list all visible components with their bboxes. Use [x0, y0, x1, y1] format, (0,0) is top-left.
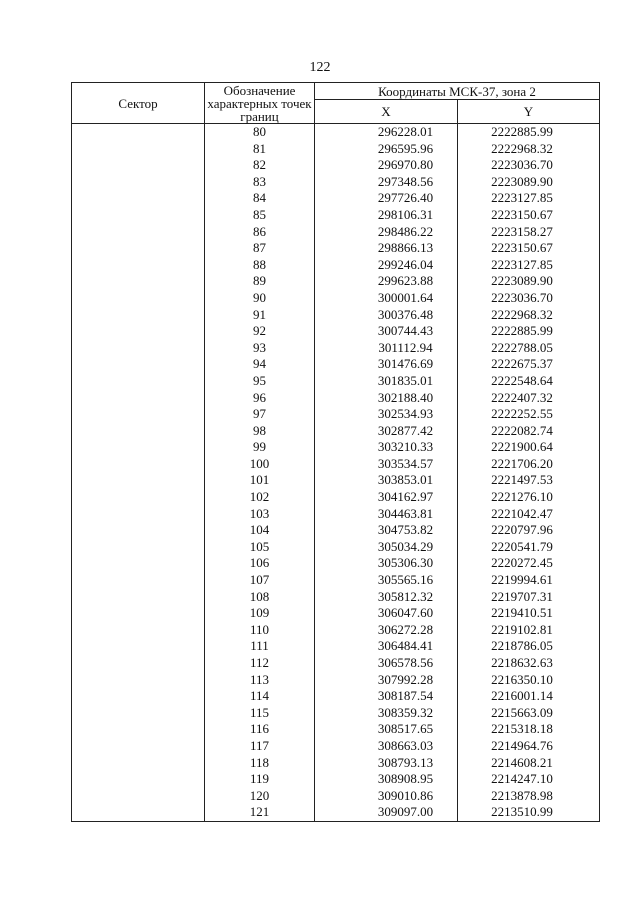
sector-cell — [72, 373, 205, 390]
point-cell: 88 — [205, 257, 315, 274]
sector-cell — [72, 406, 205, 423]
y-cell: 2223089.90 — [458, 273, 600, 290]
table-row — [72, 522, 600, 539]
x-cell: 297348.56 — [315, 174, 458, 191]
x-cell: 301476.69 — [315, 356, 458, 373]
point-cell: 115 — [205, 705, 315, 722]
x-cell: 299623.88 — [315, 273, 458, 290]
point-cell: 104 — [205, 522, 315, 539]
x-cell: 308359.32 — [315, 705, 458, 722]
table-row — [72, 373, 600, 390]
point-cell: 100 — [205, 456, 315, 473]
y-cell: 2216350.10 — [458, 672, 600, 689]
sector-cell — [72, 721, 205, 738]
sector-cell — [72, 439, 205, 456]
table-row — [72, 655, 600, 672]
sector-cell — [72, 340, 205, 357]
point-cell: 120 — [205, 788, 315, 805]
y-cell: 2219707.31 — [458, 589, 600, 606]
y-cell: 2222968.32 — [458, 307, 600, 324]
sector-cell — [72, 456, 205, 473]
header-coordinates-group: Координаты МСК-37, зона 2 — [315, 83, 600, 100]
sector-cell — [72, 290, 205, 307]
point-cell: 121 — [205, 804, 315, 821]
x-cell: 302534.93 — [315, 406, 458, 423]
y-cell: 2223158.27 — [458, 224, 600, 241]
y-cell: 2222675.37 — [458, 356, 600, 373]
sector-cell — [72, 207, 205, 224]
y-cell: 2223127.85 — [458, 190, 600, 207]
y-cell: 2214608.21 — [458, 755, 600, 772]
x-cell: 308517.65 — [315, 721, 458, 738]
table-row — [72, 340, 600, 357]
coordinates-table — [71, 82, 600, 822]
y-cell: 2222968.32 — [458, 141, 600, 158]
y-cell: 2223036.70 — [458, 157, 600, 174]
sector-cell — [72, 622, 205, 639]
y-cell: 2222407.32 — [458, 390, 600, 407]
y-cell: 2213510.99 — [458, 804, 600, 821]
point-cell: 94 — [205, 356, 315, 373]
table-row — [72, 472, 600, 489]
sector-cell — [72, 655, 205, 672]
x-cell: 298866.13 — [315, 240, 458, 257]
point-cell: 101 — [205, 472, 315, 489]
sector-cell — [72, 273, 205, 290]
sector-cell — [72, 257, 205, 274]
table-row — [72, 423, 600, 440]
x-cell: 301835.01 — [315, 373, 458, 390]
y-cell: 2218632.63 — [458, 655, 600, 672]
sector-cell — [72, 755, 205, 772]
sector-cell — [72, 307, 205, 324]
sector-cell — [72, 506, 205, 523]
sector-cell — [72, 555, 205, 572]
x-cell: 298486.22 — [315, 224, 458, 241]
header-point-designation: Обозначение характерных точек границ — [205, 83, 315, 124]
point-cell: 89 — [205, 273, 315, 290]
x-cell: 304162.97 — [315, 489, 458, 506]
table-row — [72, 605, 600, 622]
x-cell: 303534.57 — [315, 456, 458, 473]
sector-cell — [72, 788, 205, 805]
point-cell: 108 — [205, 589, 315, 606]
y-cell: 2220797.96 — [458, 522, 600, 539]
table-row — [72, 672, 600, 689]
table-row — [72, 572, 600, 589]
table-row — [72, 771, 600, 788]
sector-cell — [72, 705, 205, 722]
x-cell: 303210.33 — [315, 439, 458, 456]
y-cell: 2222082.74 — [458, 423, 600, 440]
x-cell: 306578.56 — [315, 655, 458, 672]
point-cell: 110 — [205, 622, 315, 639]
y-cell: 2222252.55 — [458, 406, 600, 423]
x-cell: 299246.04 — [315, 257, 458, 274]
sector-cell — [72, 174, 205, 191]
table-body — [72, 124, 600, 822]
point-cell: 113 — [205, 672, 315, 689]
table-row — [72, 804, 600, 821]
table-row — [72, 506, 600, 523]
sector-cell — [72, 489, 205, 506]
point-cell: 109 — [205, 605, 315, 622]
sector-cell — [72, 423, 205, 440]
y-cell: 2221900.64 — [458, 439, 600, 456]
point-cell: 87 — [205, 240, 315, 257]
page-number: 122 — [309, 60, 331, 75]
point-cell: 105 — [205, 539, 315, 556]
x-cell: 306047.60 — [315, 605, 458, 622]
sector-cell — [72, 356, 205, 373]
point-cell: 99 — [205, 439, 315, 456]
sector-cell — [72, 738, 205, 755]
sector-cell — [72, 688, 205, 705]
table-row — [72, 705, 600, 722]
point-cell: 82 — [205, 157, 315, 174]
point-cell: 103 — [205, 506, 315, 523]
point-cell: 98 — [205, 423, 315, 440]
sector-cell — [72, 539, 205, 556]
sector-cell — [72, 771, 205, 788]
point-cell: 107 — [205, 572, 315, 589]
table-row — [72, 224, 600, 241]
table-row — [72, 456, 600, 473]
x-cell: 306272.28 — [315, 622, 458, 639]
sector-cell — [72, 323, 205, 340]
y-cell: 2223089.90 — [458, 174, 600, 191]
x-cell: 308187.54 — [315, 688, 458, 705]
point-cell: 92 — [205, 323, 315, 340]
x-cell: 301112.94 — [315, 340, 458, 357]
y-cell: 2221497.53 — [458, 472, 600, 489]
point-cell: 117 — [205, 738, 315, 755]
x-cell: 303853.01 — [315, 472, 458, 489]
table-row — [72, 174, 600, 191]
y-cell: 2220541.79 — [458, 539, 600, 556]
table-row — [72, 390, 600, 407]
y-cell: 2216001.14 — [458, 688, 600, 705]
x-cell: 302877.42 — [315, 423, 458, 440]
y-cell: 2222885.99 — [458, 124, 600, 141]
table-row — [72, 439, 600, 456]
table-row — [72, 307, 600, 324]
y-cell: 2213878.98 — [458, 788, 600, 805]
x-cell: 309010.86 — [315, 788, 458, 805]
header-sector: Сектор — [72, 83, 205, 124]
sector-cell — [72, 390, 205, 407]
table-row — [72, 489, 600, 506]
y-cell: 2221042.47 — [458, 506, 600, 523]
x-cell: 305034.29 — [315, 539, 458, 556]
point-cell: 96 — [205, 390, 315, 407]
point-cell: 111 — [205, 638, 315, 655]
point-cell: 97 — [205, 406, 315, 423]
x-cell: 300376.48 — [315, 307, 458, 324]
point-cell: 81 — [205, 141, 315, 158]
x-cell: 306484.41 — [315, 638, 458, 655]
point-cell: 106 — [205, 555, 315, 572]
x-cell: 307992.28 — [315, 672, 458, 689]
header-y: Y — [458, 100, 600, 124]
sector-cell — [72, 804, 205, 821]
table-row — [72, 290, 600, 307]
y-cell: 2215318.18 — [458, 721, 600, 738]
table-row — [72, 356, 600, 373]
table-row — [72, 721, 600, 738]
x-cell: 297726.40 — [315, 190, 458, 207]
sector-cell — [72, 240, 205, 257]
table-row — [72, 207, 600, 224]
y-cell: 2223036.70 — [458, 290, 600, 307]
x-cell: 296970.80 — [315, 157, 458, 174]
x-cell: 305565.16 — [315, 572, 458, 589]
x-cell: 298106.31 — [315, 207, 458, 224]
x-cell: 304753.82 — [315, 522, 458, 539]
sector-cell — [72, 124, 205, 141]
x-cell: 305812.32 — [315, 589, 458, 606]
point-cell: 112 — [205, 655, 315, 672]
sector-cell — [72, 589, 205, 606]
sector-cell — [72, 522, 205, 539]
table-row — [72, 755, 600, 772]
y-cell: 2215663.09 — [458, 705, 600, 722]
x-cell: 305306.30 — [315, 555, 458, 572]
y-cell: 2221706.20 — [458, 456, 600, 473]
x-cell: 308663.03 — [315, 738, 458, 755]
y-cell: 2221276.10 — [458, 489, 600, 506]
sector-cell — [72, 638, 205, 655]
y-cell: 2220272.45 — [458, 555, 600, 572]
point-cell: 116 — [205, 721, 315, 738]
x-cell: 296228.01 — [315, 124, 458, 141]
table-row — [72, 539, 600, 556]
table-row — [72, 788, 600, 805]
y-cell: 2214964.76 — [458, 738, 600, 755]
table-row — [72, 406, 600, 423]
table-row — [72, 638, 600, 655]
x-cell: 308908.95 — [315, 771, 458, 788]
point-cell: 80 — [205, 124, 315, 141]
y-cell: 2219410.51 — [458, 605, 600, 622]
header-x: X — [315, 100, 458, 124]
y-cell: 2223150.67 — [458, 207, 600, 224]
y-cell: 2219994.61 — [458, 572, 600, 589]
table-row — [72, 688, 600, 705]
y-cell: 2222788.05 — [458, 340, 600, 357]
y-cell: 2223150.67 — [458, 240, 600, 257]
point-cell: 84 — [205, 190, 315, 207]
sector-cell — [72, 190, 205, 207]
point-cell: 85 — [205, 207, 315, 224]
point-cell: 93 — [205, 340, 315, 357]
point-cell: 119 — [205, 771, 315, 788]
table-row — [72, 124, 600, 141]
x-cell: 308793.13 — [315, 755, 458, 772]
y-cell: 2218786.05 — [458, 638, 600, 655]
y-cell: 2223127.85 — [458, 257, 600, 274]
x-cell: 302188.40 — [315, 390, 458, 407]
table-row — [72, 257, 600, 274]
sector-cell — [72, 605, 205, 622]
table-row — [72, 240, 600, 257]
point-cell: 83 — [205, 174, 315, 191]
point-cell: 102 — [205, 489, 315, 506]
point-cell: 91 — [205, 307, 315, 324]
table-row — [72, 157, 600, 174]
table-row — [72, 555, 600, 572]
y-cell: 2222885.99 — [458, 323, 600, 340]
sector-cell — [72, 224, 205, 241]
x-cell: 304463.81 — [315, 506, 458, 523]
table-row — [72, 589, 600, 606]
point-cell: 86 — [205, 224, 315, 241]
point-cell: 114 — [205, 688, 315, 705]
x-cell: 300001.64 — [315, 290, 458, 307]
x-cell: 309097.00 — [315, 804, 458, 821]
table-row — [72, 738, 600, 755]
table-row — [72, 622, 600, 639]
table-row — [72, 141, 600, 158]
y-cell: 2219102.81 — [458, 622, 600, 639]
table-row — [72, 323, 600, 340]
sector-cell — [72, 157, 205, 174]
point-cell: 95 — [205, 373, 315, 390]
x-cell: 296595.96 — [315, 141, 458, 158]
point-cell: 90 — [205, 290, 315, 307]
y-cell: 2214247.10 — [458, 771, 600, 788]
sector-cell — [72, 141, 205, 158]
point-cell: 118 — [205, 755, 315, 772]
x-cell: 300744.43 — [315, 323, 458, 340]
table-row — [72, 273, 600, 290]
table-row — [72, 190, 600, 207]
sector-cell — [72, 672, 205, 689]
sector-cell — [72, 572, 205, 589]
sector-cell — [72, 472, 205, 489]
y-cell: 2222548.64 — [458, 373, 600, 390]
